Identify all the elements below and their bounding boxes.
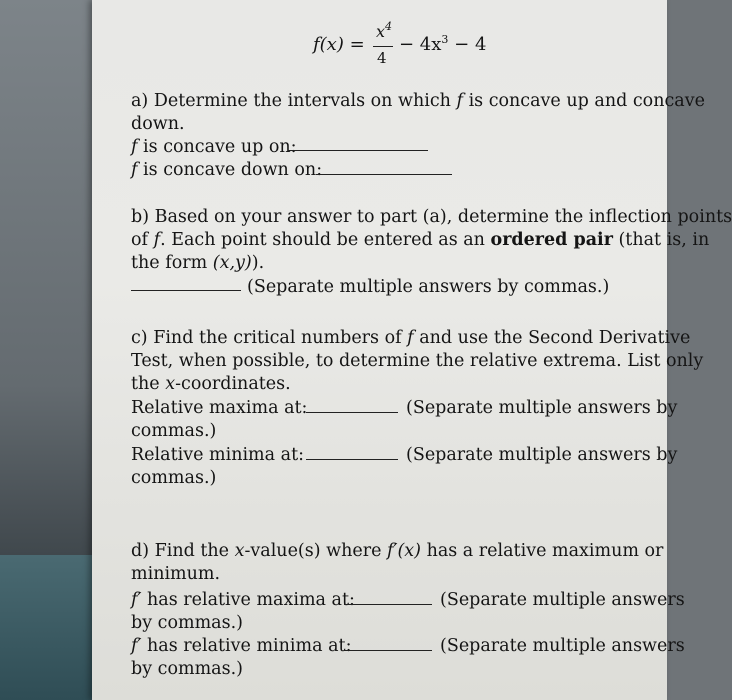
fprime-maxima-note-cont: by commas.)	[131, 613, 243, 633]
part-c-line3: the x-coordinates.	[131, 374, 291, 394]
fprime-minima-label: f′ has relative minima at:	[131, 636, 352, 656]
function-formula	[313, 22, 493, 74]
relative-maxima-note-cont: commas.)	[131, 421, 217, 441]
fprime-maxima-answer-field[interactable]	[344, 604, 432, 605]
relative-maxima-answer-field[interactable]	[306, 412, 398, 413]
fprime-minima-answer-field[interactable]	[344, 650, 432, 651]
relative-minima-note: (Separate multiple answers by	[406, 445, 678, 465]
formula-lhs: f(x) =	[313, 34, 365, 55]
concave-down-label: f is concave down on:	[131, 160, 323, 180]
relative-maxima-label: Relative maxima at:	[131, 398, 308, 418]
part-c-line2: Test, when possible, to determine the relative extrema. List only	[131, 351, 704, 371]
relative-minima-note-cont: commas.)	[131, 468, 217, 488]
desk-background	[0, 0, 92, 700]
part-d-line2: minimum.	[131, 564, 221, 584]
relative-maxima-note: (Separate multiple answers by	[406, 398, 678, 418]
inflection-points-answer-field[interactable]	[131, 290, 241, 291]
concave-up-answer-field[interactable]	[288, 150, 428, 151]
part-b-line1: b) Based on your answer to part (a), determine the inflection points	[131, 207, 732, 227]
relative-minima-answer-field[interactable]	[306, 459, 398, 460]
formula-numerator: $x^4$	[376, 20, 393, 41]
formula-denominator: 4	[377, 49, 387, 67]
part-b-line3: the form (x,y)).	[131, 253, 265, 273]
fprime-minima-note: (Separate multiple answers	[440, 636, 685, 656]
fprime-maxima-label: f′ has relative maxima at:	[131, 590, 355, 610]
part-b-line2: of f. Each point should be entered as an ordered pair (that is, in	[131, 230, 710, 250]
part-a-line2: down.	[131, 114, 185, 134]
fprime-maxima-note: (Separate multiple answers	[440, 590, 685, 610]
fprime-minima-note-cont: by commas.)	[131, 659, 243, 679]
part-b-note: (Separate multiple answers by commas.)	[247, 277, 610, 297]
relative-minima-label: Relative minima at:	[131, 445, 305, 465]
part-d-line1: d) Find the x-value(s) where f′(x) has a relative maximum or	[131, 541, 664, 561]
part-c-line1: c) Find the critical numbers of f and use the Second Derivative	[131, 328, 691, 348]
part-a-line1: a) Determine the intervals on which f is concave up and concave	[131, 91, 705, 111]
fraction-bar	[373, 46, 393, 47]
concave-up-label: f is concave up on:	[131, 137, 297, 157]
concave-down-answer-field[interactable]	[316, 174, 452, 175]
formula-rhs: − $4x^3 - 4$	[399, 33, 487, 55]
